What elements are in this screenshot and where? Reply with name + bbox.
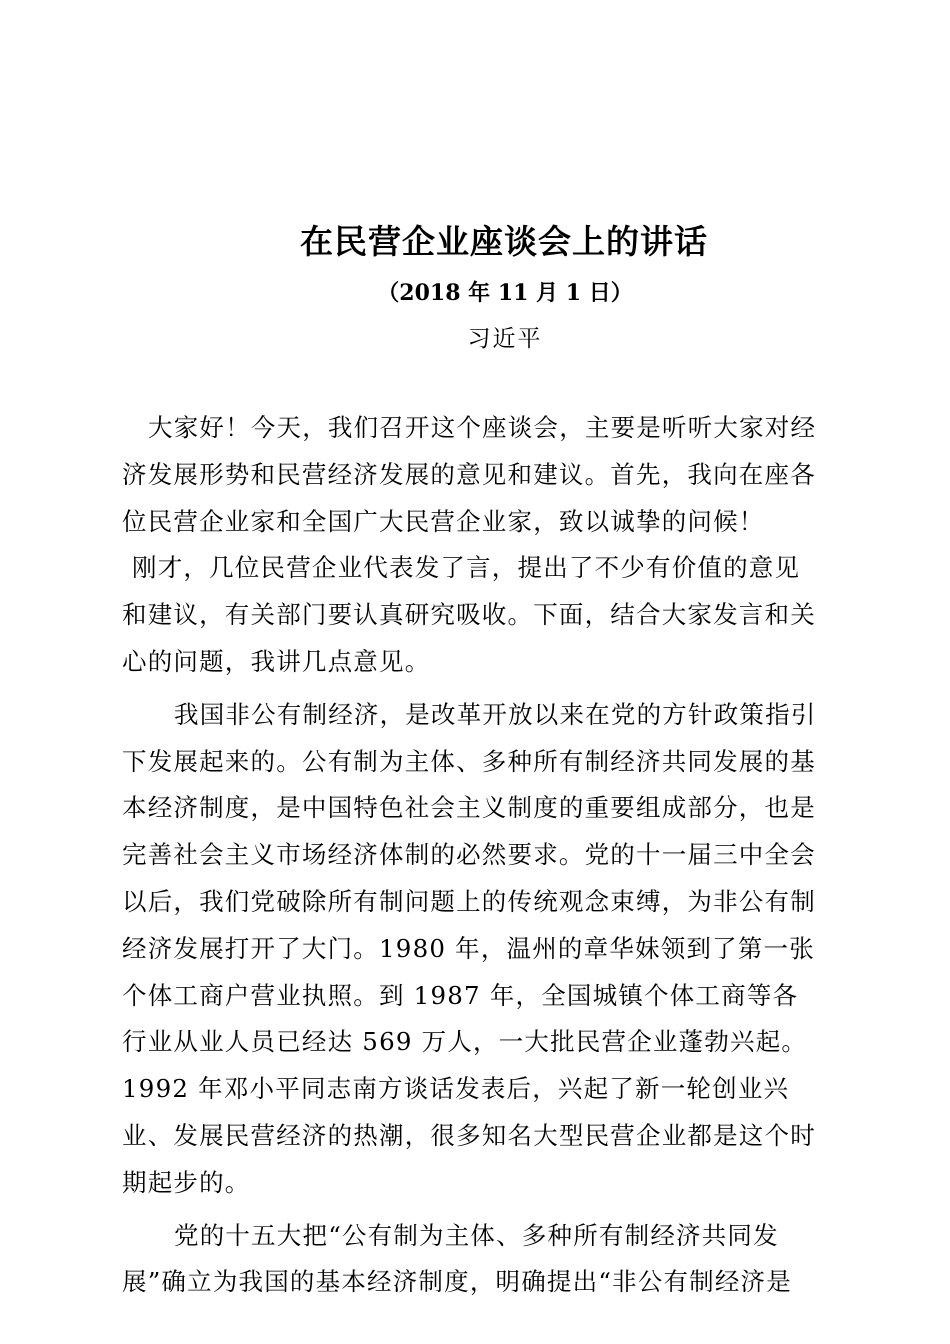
document-title: 在民营企业座谈会上的讲话 bbox=[300, 222, 708, 261]
document-author: 习近平 bbox=[467, 326, 543, 352]
paragraph-1: 大家好！今天，我们召开这个座谈会，主要是听听大家对经济发展形势和民营经济发展的意见和建议。首先，我向在座各位民营企业家和全国广大民营企业家，致以诚挚的问候！ bbox=[122, 413, 817, 536]
paragraph-3: 我国非公有制经济，是改革开放以来在党的方针政策指引下发展起来的。公有制为主体、多种所有制经济共同发展的基本经济制度，是中国特色社会主义制度的重要组成部分，也是完善社会主义市场经济体制的必然要求。党的十一届三中全会以后，我们党破除所有制问题上的传统观念束缚，为非公有制经济发展打开了大门。1980 年，温州的章华妹领到了第一张个体工商户营业执照。到 1987 年，全国城镇个体工商等各行业从业人员已经达 569 万人，一大批民营企业蓬勃兴起。1992 年邓小平同志南方谈话发表后，兴起了新一轮创业兴业、发展民营经济的热潮，很多知名大型民营企业都是这个时期起步的。 bbox=[122, 699, 817, 1197]
paragraph-4: 党的十五大把“公有制为主体、多种所有制经济共同发展”确立为我国的基本经济制度，明确提出“非公有制经济是 bbox=[122, 1220, 792, 1297]
document-body bbox=[122, 405, 822, 1306]
paragraph-2: 刚才，几位民营企业代表发了言，提出了不少有价值的意见和建议，有关部门要认真研究吸收。下面，结合大家发言和关心的问题，我讲几点意见。 bbox=[122, 553, 816, 676]
document-date: （2018 年 11 月 1 日） bbox=[377, 280, 633, 306]
